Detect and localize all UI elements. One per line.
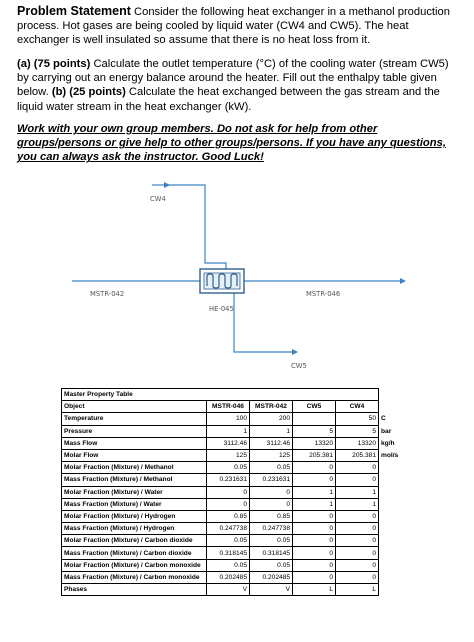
table-cell: 13320 <box>336 437 379 449</box>
table-cell: 0 <box>336 547 379 559</box>
row-unit <box>379 474 418 486</box>
header-mstr042: MSTR-042 <box>250 401 293 413</box>
header-mstr046: MSTR-046 <box>207 401 250 413</box>
instruction-text: Work with your own group members. Do not ask for help from other groups/persons or give help to other groups/persons. If you have any questions, you can always ask the instructor. Good Luck! <box>17 123 446 164</box>
label-mstr042: MSTR-042 <box>90 290 125 298</box>
table-row <box>62 413 418 425</box>
label-cw5: CW5 <box>291 362 307 370</box>
table-row <box>62 571 418 583</box>
table-cell: L <box>336 584 379 596</box>
table-cell: 0 <box>336 510 379 522</box>
table-title-row <box>62 389 418 401</box>
table-cell: 0.202485 <box>250 571 293 583</box>
row-unit: bar <box>381 427 392 435</box>
row-unit <box>379 584 418 596</box>
table-cell: 0.85 <box>207 510 250 522</box>
table-cell: 1 <box>207 425 250 437</box>
table-cell: 1 <box>336 498 379 510</box>
table-cell <box>293 413 336 425</box>
table-cell: 0 <box>336 474 379 486</box>
row-label: Pressure <box>62 425 207 437</box>
header-unit <box>379 401 418 413</box>
table-title: Master Property Table <box>62 389 379 401</box>
table-cell: 0 <box>293 523 336 535</box>
row-label: Phases <box>62 584 207 596</box>
table-cell: V <box>207 584 250 596</box>
table-cell: 3112.46 <box>250 437 293 449</box>
table-cell: 0.247738 <box>250 523 293 535</box>
part-b-text: Calculate the heat exchanged between the gas stream and the liquid water stream in the heat exchanger (kW). <box>17 86 440 113</box>
table-cell: 0 <box>293 559 336 571</box>
table-cell: 0.05 <box>250 535 293 547</box>
table-cell: 1 <box>250 425 293 437</box>
row-label: Molar Fraction (Mixture) / Hydrogen <box>62 510 207 522</box>
row-label: Mass Fraction (Mixture) / Water <box>62 498 207 510</box>
table-row <box>62 437 418 449</box>
table-row <box>62 584 418 596</box>
table-row <box>62 486 418 498</box>
table-row <box>62 559 418 571</box>
table-cell: 205.381 <box>293 449 336 461</box>
table-cell: 0 <box>207 498 250 510</box>
row-label: Molar Fraction (Mixture) / Carbon dioxide <box>62 535 207 547</box>
table-row <box>62 523 418 535</box>
table-header-row <box>62 401 418 413</box>
table-cell: 0 <box>293 462 336 474</box>
table-cell: 0 <box>336 523 379 535</box>
table-cell: 1 <box>293 498 336 510</box>
table-row <box>62 474 418 486</box>
table-cell: 0.05 <box>207 535 250 547</box>
table-cell: 0.05 <box>207 462 250 474</box>
problem-statement <box>17 4 460 48</box>
row-label: Mass Fraction (Mixture) / Carbon monoxide <box>62 571 207 583</box>
row-unit <box>379 535 418 547</box>
table-cell: 1 <box>336 486 379 498</box>
table-cell: 3112.46 <box>207 437 250 449</box>
table-cell: 125 <box>207 449 250 461</box>
table-row <box>62 535 418 547</box>
cw5-arrowhead <box>292 349 298 355</box>
row-label: Temperature <box>62 413 207 425</box>
header-cw4: CW4 <box>336 401 379 413</box>
row-unit <box>379 510 418 522</box>
table-cell: 0 <box>336 462 379 474</box>
row-label: Mass Fraction (Mixture) / Hydrogen <box>62 523 207 535</box>
label-he045: HE-045 <box>209 305 234 313</box>
table-cell: 0 <box>250 498 293 510</box>
table-cell: 13320 <box>293 437 336 449</box>
row-label: Molar Flow <box>62 449 207 461</box>
row-unit <box>379 462 418 474</box>
table-cell: 0.247738 <box>207 523 250 535</box>
table-cell: 1 <box>293 486 336 498</box>
part-b-label: (b) (25 points) <box>51 86 126 99</box>
row-unit <box>379 486 418 498</box>
label-mstr046: MSTR-046 <box>306 290 341 298</box>
table-cell: 0 <box>293 510 336 522</box>
table-row <box>62 498 418 510</box>
table-cell: 0.05 <box>250 462 293 474</box>
table-row <box>62 425 418 437</box>
row-unit: C <box>381 415 386 423</box>
table-cell: 125 <box>250 449 293 461</box>
cw4-stream-line <box>164 185 226 269</box>
table-cell: V <box>250 584 293 596</box>
part-a-text: Calculate the outlet temperature (°C) of the cooling water (stream CW5) by carrying out an energy balance around the heater. Fill out the enthalpy table given below. <box>17 58 449 99</box>
row-label: Molar Fraction (Mixture) / Carbon monoxide <box>62 559 207 571</box>
table-cell: 0.05 <box>250 559 293 571</box>
table-cell: 0 <box>336 535 379 547</box>
table-cell: 0 <box>336 571 379 583</box>
table-cell: 200 <box>250 413 293 425</box>
table-cell: L <box>293 584 336 596</box>
flowsheet-svg <box>0 176 474 384</box>
flowsheet-diagram <box>0 176 474 384</box>
row-unit <box>379 571 418 583</box>
table-cell: 205.381 <box>336 449 379 461</box>
table-cell: 0.231631 <box>207 474 250 486</box>
row-label: Mass Flow <box>62 437 207 449</box>
table-cell: 0.202485 <box>207 571 250 583</box>
table-row <box>62 510 418 522</box>
cw4-arrowhead <box>164 182 170 188</box>
problem-lead: Problem Statement <box>17 4 131 18</box>
table-cell: 0.318145 <box>250 547 293 559</box>
table-cell: 0.231631 <box>250 474 293 486</box>
row-unit: mol/s <box>381 452 399 460</box>
row-label: Mass Fraction (Mixture) / Carbon dioxide <box>62 547 207 559</box>
table-cell: 5 <box>336 425 379 437</box>
table-cell: 5 <box>293 425 336 437</box>
table-cell: 0.318145 <box>207 547 250 559</box>
table-cell: 0 <box>293 474 336 486</box>
problem-intro: Consider the following heat exchanger in a methanol production process. Hot gases are being cooled by liquid water (CW4 and CW5). The heat exchanger is well insulated so assume that there is no heat loss from it. <box>17 6 450 47</box>
table-cell: 0 <box>207 486 250 498</box>
table-row <box>62 462 418 474</box>
header-cw5: CW5 <box>293 401 336 413</box>
row-label: Molar Fraction (Mixture) / Water <box>62 486 207 498</box>
row-label: Mass Fraction (Mixture) / Methanol <box>62 474 207 486</box>
table-cell: 50 <box>336 413 379 425</box>
table-cell: 0.85 <box>250 510 293 522</box>
table-row <box>62 449 418 461</box>
mstr046-arrowhead <box>400 278 406 284</box>
table-cell: 0 <box>293 547 336 559</box>
label-cw4: CW4 <box>150 195 166 203</box>
row-unit <box>379 498 418 510</box>
row-unit <box>379 559 418 571</box>
table-cell: 100 <box>207 413 250 425</box>
table-cell: 0 <box>293 571 336 583</box>
row-unit: kg/h <box>381 439 395 447</box>
master-property-table <box>61 388 418 596</box>
table-cell: 0 <box>250 486 293 498</box>
table-cell: 0 <box>293 535 336 547</box>
heat-exchanger-icon <box>200 269 244 293</box>
table-cell: 0.05 <box>207 559 250 571</box>
row-unit <box>379 547 418 559</box>
row-label: Molar Fraction (Mixture) / Methanol <box>62 462 207 474</box>
table-row <box>62 547 418 559</box>
part-a-label: (a) (75 points) <box>17 58 91 70</box>
table-cell: 0 <box>336 559 379 571</box>
row-unit <box>379 523 418 535</box>
problem-parts <box>17 57 460 114</box>
header-object: Object <box>62 401 207 413</box>
cw5-stream-line <box>234 293 292 352</box>
